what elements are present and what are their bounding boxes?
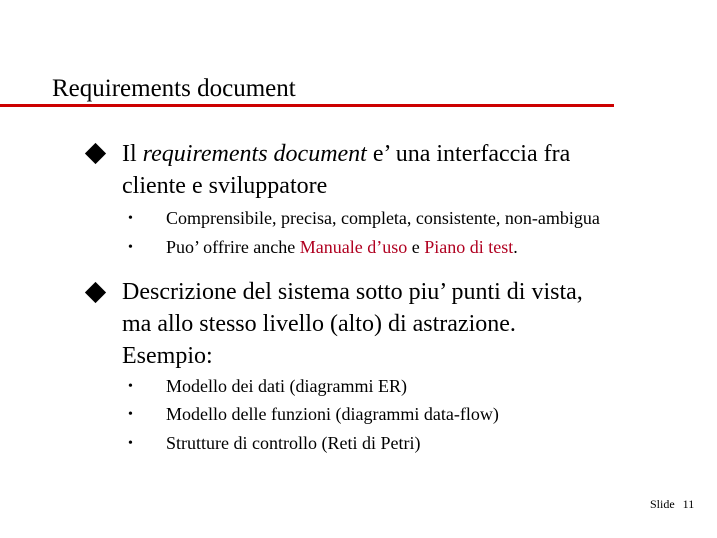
bullet-1-subitem-1: Comprensibile, precisa, completa, consistente, non-ambigua [166, 208, 600, 228]
bullet-1-prefix: Il [122, 141, 143, 167]
bullet-1-italic-term: requirements document [142, 141, 367, 167]
sub-bullet-glyph: • [128, 379, 133, 394]
bullet-1-subitem-2 [166, 235, 518, 259]
bullet-2-subitem-3: Strutture di controllo (Reti di Petri) [166, 433, 421, 453]
sub-bullet-glyph: • [128, 211, 133, 226]
page-number: 11 [682, 497, 695, 511]
slide-footer [650, 496, 694, 512]
bullet-1-suffix: e’ una interfaccia fra [366, 141, 571, 167]
bullet-1-line-1 [122, 138, 570, 170]
subitem-2-suffix: . [513, 237, 518, 257]
sub-bullet-glyph: • [128, 407, 133, 422]
bullet-2-subitem-1: Modello dei dati (diagrammi ER) [166, 376, 407, 396]
subitem-2-prefix: Puo’ offrire anche [166, 237, 300, 257]
subitem-2-middle: e [407, 237, 425, 257]
footer-label: Slide [650, 497, 675, 511]
sub-bullet-glyph: • [128, 436, 133, 451]
bullet-1-line-2: cliente e sviluppatore [122, 173, 328, 199]
title-underline [0, 104, 614, 107]
bullet-2-subitem-2: Modello delle funzioni (diagrammi data-flow) [166, 404, 499, 424]
sub-bullet-glyph: • [128, 240, 133, 255]
bullet-2-line-3: Esempio: [122, 343, 213, 369]
piano-test-highlight: Piano di test [424, 237, 514, 257]
bullet-2-line-2: ma allo stesso livello (alto) di astrazione. [122, 311, 516, 337]
diamond-bullet-icon [85, 282, 106, 303]
bullet-2-line-1: Descrizione del sistema sotto piu’ punti di vista, [122, 279, 583, 305]
manuale-uso-highlight: Manuale d’uso [299, 237, 408, 257]
diamond-bullet-icon [85, 143, 106, 164]
slide-title: Requirements document [52, 75, 296, 102]
